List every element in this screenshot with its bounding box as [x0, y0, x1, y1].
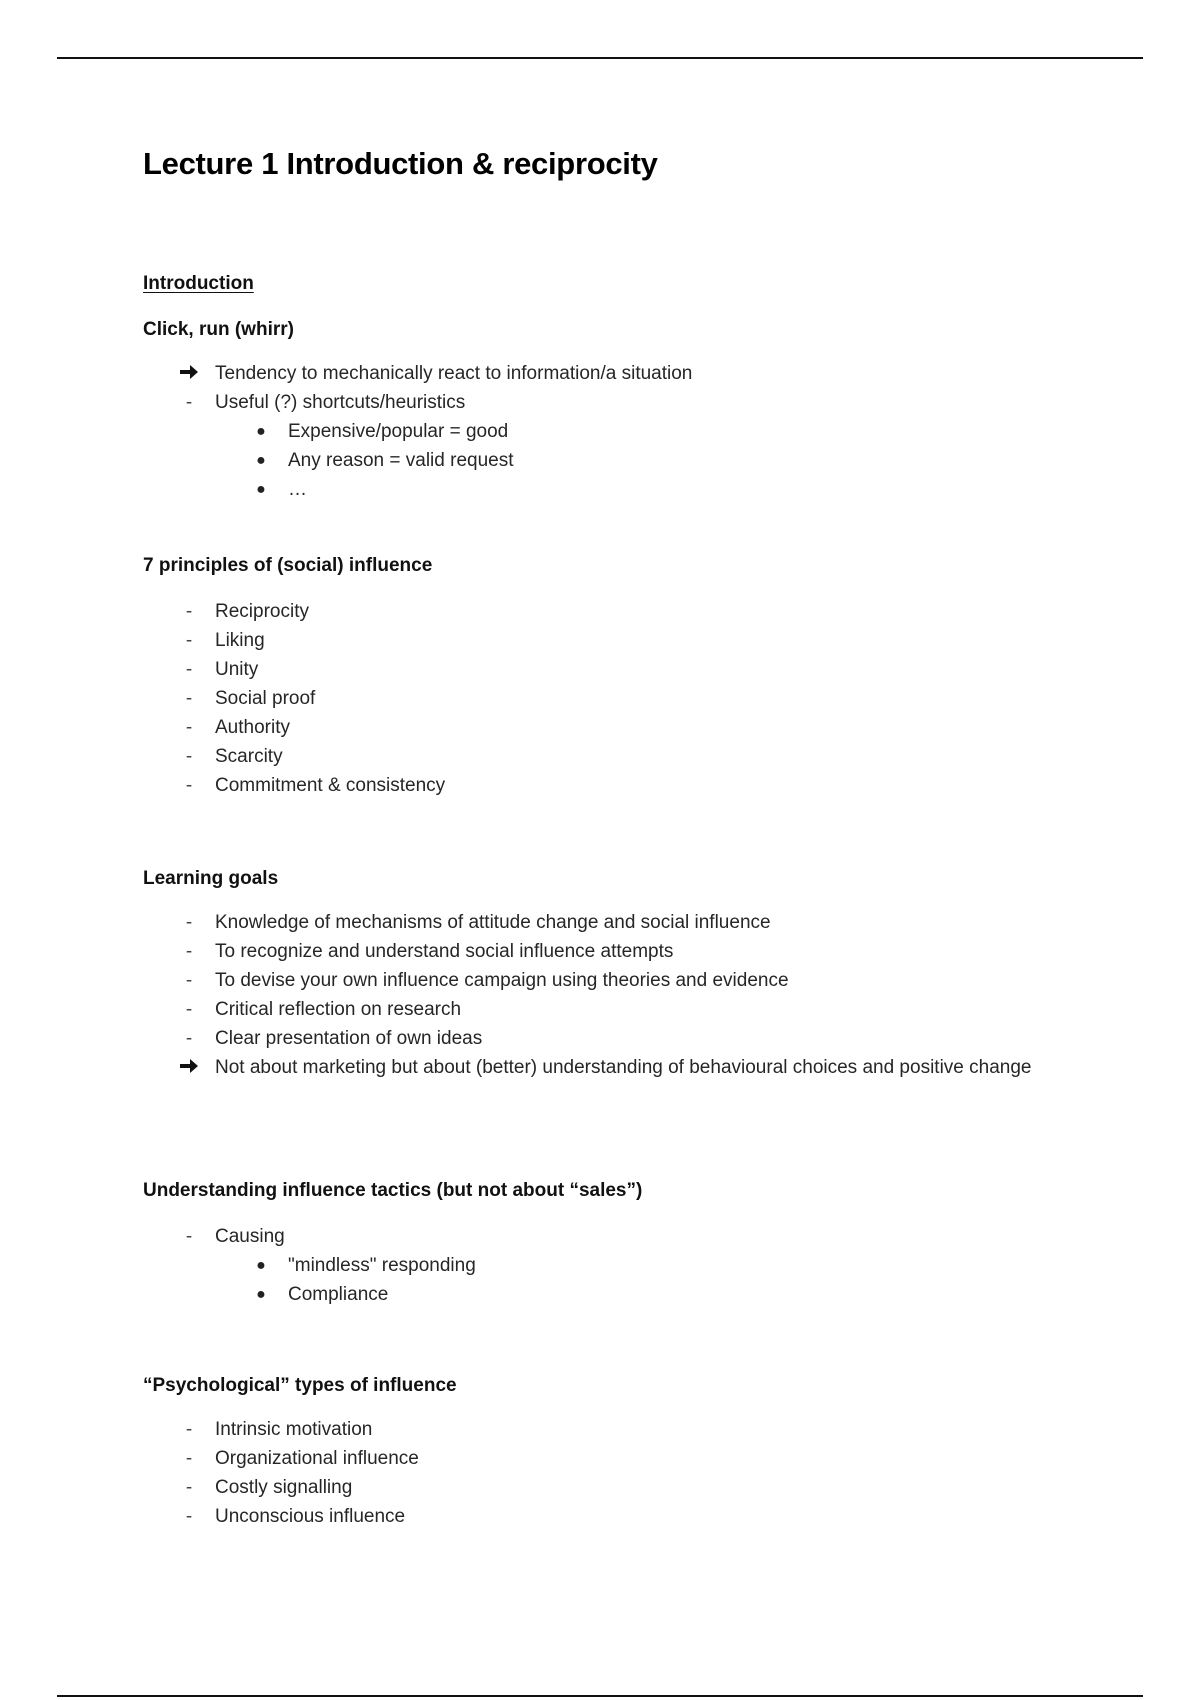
list-item-text: Clear presentation of own ideas — [215, 1028, 483, 1049]
psych-types-section — [143, 1371, 1103, 1531]
dash-marker: - — [185, 1477, 193, 1498]
list-item-text: Any reason = valid request — [288, 450, 514, 471]
list-item — [143, 684, 1103, 713]
dash-marker: - — [185, 1448, 193, 1469]
list-item-text: Intrinsic motivation — [215, 1419, 373, 1440]
list-item — [143, 1024, 1103, 1053]
list-item — [143, 771, 1103, 800]
dash-marker: - — [185, 941, 193, 962]
list-item — [143, 597, 1103, 626]
list-item-text: Unity — [215, 659, 259, 680]
list-item — [143, 655, 1103, 684]
list-item — [143, 1444, 1103, 1473]
list-item — [143, 1473, 1103, 1502]
arrow-right-icon — [177, 1053, 201, 1082]
learning-goals-list — [143, 908, 1103, 1082]
dash-marker: - — [185, 688, 193, 709]
list-item-text: Tendency to mechanically react to information/a situation — [215, 363, 693, 384]
tactics-section — [143, 1176, 1103, 1309]
bullet-marker: ● — [256, 1286, 266, 1303]
list-item-text: Costly signalling — [215, 1477, 353, 1498]
bullet-marker: ● — [256, 452, 266, 469]
introduction-heading: Introduction — [143, 273, 254, 294]
principles-heading: 7 principles of (social) influence — [143, 555, 433, 576]
list-item — [143, 1053, 1075, 1082]
list-item-text: Liking — [215, 630, 265, 651]
list-item-text: Not about marketing but about (better) understanding of behavioural choices and positive change — [215, 1057, 1032, 1078]
dash-marker: - — [185, 746, 193, 767]
list-item-text: Useful (?) shortcuts/heuristics — [215, 392, 466, 413]
list-item — [143, 937, 1103, 966]
list-item-text: Expensive/popular = good — [288, 421, 509, 442]
dash-marker: - — [185, 392, 193, 413]
bullet-marker: ● — [256, 423, 266, 440]
list-item — [143, 1222, 1103, 1251]
click-run-subheading: Click, run (whirr) — [143, 319, 294, 340]
document-title: Lecture 1 Introduction & reciprocity — [143, 146, 658, 181]
list-item — [143, 359, 1103, 388]
dash-marker: - — [185, 717, 193, 738]
sub-list-item — [143, 417, 1103, 446]
introduction-section — [143, 269, 1103, 504]
psych-types-list — [143, 1415, 1103, 1531]
dash-marker: - — [185, 775, 193, 796]
list-item — [143, 713, 1103, 742]
list-item-text: Compliance — [288, 1284, 389, 1305]
list-item — [143, 742, 1103, 771]
bullet-marker: ● — [256, 481, 266, 498]
list-item-text: Organizational influence — [215, 1448, 419, 1469]
list-item-text: Unconscious influence — [215, 1506, 406, 1527]
list-item-text: To recognize and understand social influence attempts — [215, 941, 674, 962]
dash-marker: - — [185, 1419, 193, 1440]
header-rule — [57, 57, 1143, 59]
list-item-text: Knowledge of mechanisms of attitude change and social influence — [215, 912, 771, 933]
learning-goals-section — [143, 864, 1103, 1082]
sub-list-item — [143, 1251, 1103, 1280]
tactics-heading: Understanding influence tactics (but not about “sales”) — [143, 1180, 643, 1201]
list-item-text: Reciprocity — [215, 601, 309, 622]
list-item-text: Scarcity — [215, 746, 283, 767]
list-item-text: Causing — [215, 1226, 285, 1247]
learning-goals-heading: Learning goals — [143, 868, 279, 889]
list-item — [143, 966, 1103, 995]
list-item-text: Social proof — [215, 688, 316, 709]
footer-rule — [57, 1695, 1143, 1697]
introduction-list — [143, 359, 1103, 504]
list-item-text: … — [288, 479, 307, 500]
principles-section — [143, 551, 1103, 800]
list-item-text: Critical reflection on research — [215, 999, 462, 1020]
tactics-list — [143, 1222, 1103, 1309]
list-item — [143, 995, 1103, 1024]
list-item — [143, 626, 1103, 655]
sub-list-item — [143, 1280, 1103, 1309]
list-item-text: Authority — [215, 717, 290, 738]
list-item — [143, 1502, 1103, 1531]
dash-marker: - — [185, 1028, 193, 1049]
sub-list-item — [143, 446, 1103, 475]
dash-marker: - — [185, 912, 193, 933]
sub-list-item — [143, 475, 1103, 504]
list-item — [143, 1415, 1103, 1444]
list-item — [143, 388, 1103, 417]
list-item — [143, 908, 1103, 937]
principles-list — [143, 597, 1103, 800]
list-item-text: To devise your own influence campaign using theories and evidence — [215, 970, 789, 991]
dash-marker: - — [185, 1226, 193, 1247]
dash-marker: - — [185, 970, 193, 991]
arrow-right-icon — [177, 359, 201, 388]
bullet-marker: ● — [256, 1257, 266, 1274]
dash-marker: - — [185, 999, 193, 1020]
dash-marker: - — [185, 659, 193, 680]
psych-types-heading: “Psychological” types of influence — [143, 1375, 457, 1396]
list-item-text: "mindless" responding — [288, 1255, 476, 1276]
dash-marker: - — [185, 630, 193, 651]
list-item-text: Commitment & consistency — [215, 775, 446, 796]
dash-marker: - — [185, 601, 193, 622]
dash-marker: - — [185, 1506, 193, 1527]
